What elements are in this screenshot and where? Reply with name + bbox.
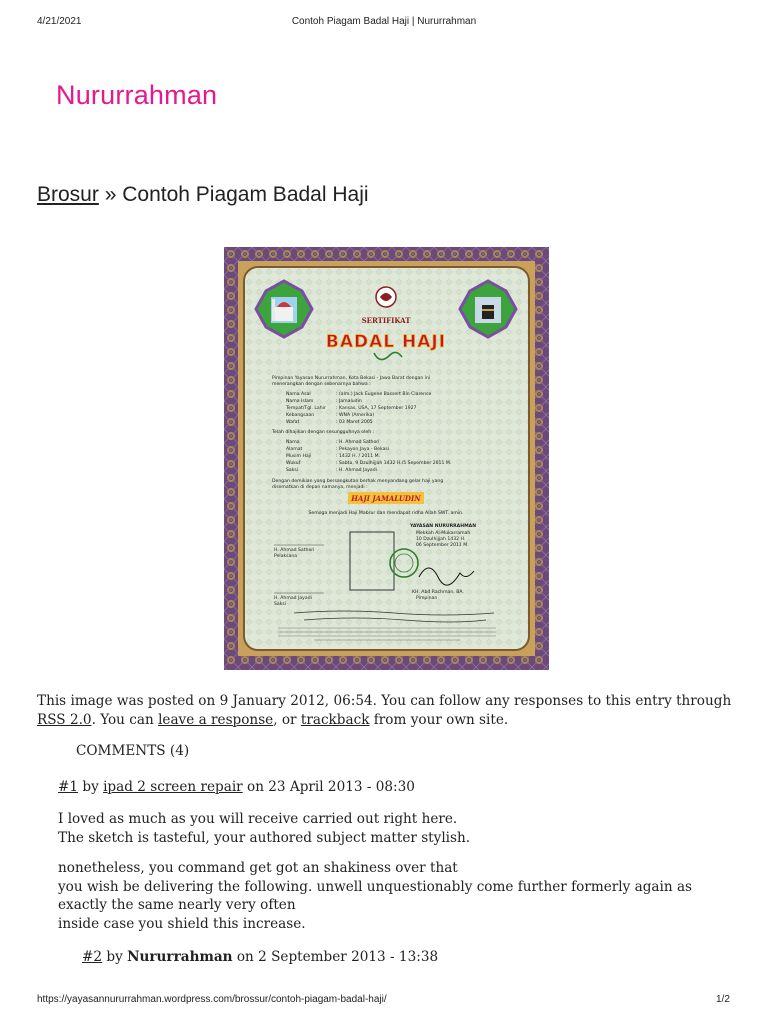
svg-text:Pelaksana: Pelaksana — [274, 554, 298, 559]
declaration: Dengan demikian yang bersangkutan berhak menyandang gelar haji yang — [272, 479, 444, 484]
site-title[interactable]: Nururrahman — [56, 80, 218, 110]
svg-text:H. Ahmad Sathori: H. Ahmad Sathori — [274, 548, 315, 553]
comment-author: Nururrahman — [127, 949, 233, 965]
comment-date: on 2 September 2013 - 13:38 — [232, 949, 439, 965]
certificate-intro: Pimpinan Yayasan Nururrahman, Kota Bekasi - Jawa Barat dengan ini — [272, 376, 431, 381]
svg-text:H. Ahmad Jayadi: H. Ahmad Jayadi — [274, 596, 312, 601]
prayer: Semoga menjadi Haji Mabrur dan mendapat ridha Allah SWT. amin. — [308, 511, 464, 516]
svg-text:KH. Abd Rachman, BA.: KH. Abd Rachman, BA. — [412, 590, 464, 595]
comment-permalink[interactable]: #2 — [82, 949, 103, 965]
honorific-title: HAJI JAMALUDIN — [351, 494, 421, 503]
print-date: 4/21/2021 — [37, 16, 82, 27]
comment-date: on 23 April 2013 - 08:30 — [242, 779, 415, 795]
svg-text:06 September 2011 M.: 06 September 2011 M. — [416, 543, 469, 548]
svg-text:: Pekayon Jaya - Bekasi: : Pekayon Jaya - Bekasi — [336, 447, 390, 452]
svg-text:: 03 Maret 2005: : 03 Maret 2005 — [336, 420, 373, 425]
comment-header — [82, 949, 438, 965]
svg-text:: Sabtu, 9 Dzulhijjah 1432 H./: : Sabtu, 9 Dzulhijjah 1432 H./5 Sepember 2011 M. — [336, 461, 452, 466]
comment-paragraph: nonetheless, you command get got an shakiness over that you wish be delivering the following. unwell unquestionably come further formerly again as exactly the same nearly very often inside case you shield this increase. — [58, 860, 693, 932]
comment-paragraph: I loved as much as you will receive carried out right here. The sketch is tasteful, your authored subject matter stylish. — [58, 811, 471, 846]
post-meta-text-3: , or — [273, 712, 301, 728]
post-meta-text-2: . You can — [91, 712, 159, 728]
print-url: https://yayasannururrahman.wordpress.com/brossur/contoh-piagam-badal-haji/ — [37, 994, 387, 1005]
svg-text:: H. Ahmad Sathori: : H. Ahmad Sathori — [336, 440, 380, 445]
svg-text:Nama Islam: Nama Islam — [286, 399, 314, 404]
svg-text:Musim Haji: Musim Haji — [286, 454, 312, 459]
svg-text:Tempat/Tgl. Lahir: Tempat/Tgl. Lahir — [286, 406, 326, 411]
svg-text:Nama Asal: Nama Asal — [286, 392, 311, 397]
svg-text:: (alm.) Jack Eugene Bassert B: : (alm.) Jack Eugene Bassert Bin Clarence — [336, 392, 432, 397]
organization-emblem — [376, 287, 396, 307]
breadcrumb-separator: » — [98, 183, 123, 206]
breadcrumb-parent-link[interactable]: Brosur — [37, 183, 99, 206]
comment-header — [58, 779, 415, 795]
comment-author-link[interactable]: ipad 2 screen repair — [103, 779, 243, 795]
svg-text:Saksi: Saksi — [286, 468, 299, 473]
post-meta — [37, 692, 737, 730]
svg-text:Mekkah Al-Mukarramah: Mekkah Al-Mukarramah — [416, 531, 471, 536]
certificate-header-title: SERTIFIKAT — [361, 316, 411, 325]
certificate-image[interactable] — [224, 247, 549, 670]
svg-text:Pimpinan: Pimpinan — [416, 596, 438, 601]
svg-text:Kebangsaan: Kebangsaan — [286, 413, 315, 418]
comment-by: by — [102, 949, 128, 965]
comment-permalink[interactable]: #1 — [58, 779, 79, 795]
svg-text:Alamat: Alamat — [286, 447, 303, 452]
svg-text:: WNA (Amerika): : WNA (Amerika) — [336, 413, 375, 418]
comment-body — [58, 810, 738, 945]
svg-text:Nama: Nama — [286, 440, 300, 445]
svg-text:Saksi: Saksi — [274, 602, 287, 607]
breadcrumb — [37, 183, 369, 207]
breadcrumb-current: Contoh Piagam Badal Haji — [122, 183, 369, 206]
svg-text:: 1432 H. / 2011 M.: : 1432 H. / 2011 M. — [336, 454, 381, 459]
svg-text:disematkan di depan namanya, m: disematkan di depan namanya, menjadi : — [272, 485, 368, 490]
svg-text:: Kansas, USA, 17 September 19: : Kansas, USA, 17 September 1927 — [336, 406, 417, 411]
page-number: 1/2 — [716, 994, 730, 1005]
certificate-main-title: BADAL HAJI — [325, 332, 447, 352]
svg-text:: Jamaludin: : Jamaludin — [336, 399, 362, 404]
svg-text:menerangkan dengan sebenarnya: menerangkan dengan sebenarnya bahwa : — [272, 382, 371, 387]
svg-text:Wukuf: Wukuf — [286, 461, 301, 466]
represented-by: Telah dihajikan dengan sesungguhnya oleh : — [272, 430, 375, 435]
leave-response-link[interactable]: leave a response — [158, 712, 274, 728]
print-header — [0, 16, 768, 30]
trackback-link[interactable]: trackback — [300, 712, 370, 728]
svg-text:10 Dzulhijjah 1432 H.: 10 Dzulhijjah 1432 H. — [416, 537, 466, 542]
post-meta-text-4: from your own site. — [369, 712, 509, 728]
svg-text:: H. Ahmad Jayadi: : H. Ahmad Jayadi — [336, 468, 377, 473]
comments-heading: COMMENTS (4) — [76, 743, 190, 759]
comment-by: by — [78, 779, 104, 795]
print-document-title: Contoh Piagam Badal Haji | Nururrahman — [291, 16, 477, 27]
svg-text:YAYASAN NURURRAHMAN: YAYASAN NURURRAHMAN — [410, 524, 477, 529]
post-meta-text: This image was posted on 9 January 2012, 06:54. You can follow any responses to this entry through — [37, 693, 732, 709]
svg-text:Wafat: Wafat — [286, 420, 300, 425]
rss-link[interactable]: RSS 2.0 — [37, 712, 92, 728]
